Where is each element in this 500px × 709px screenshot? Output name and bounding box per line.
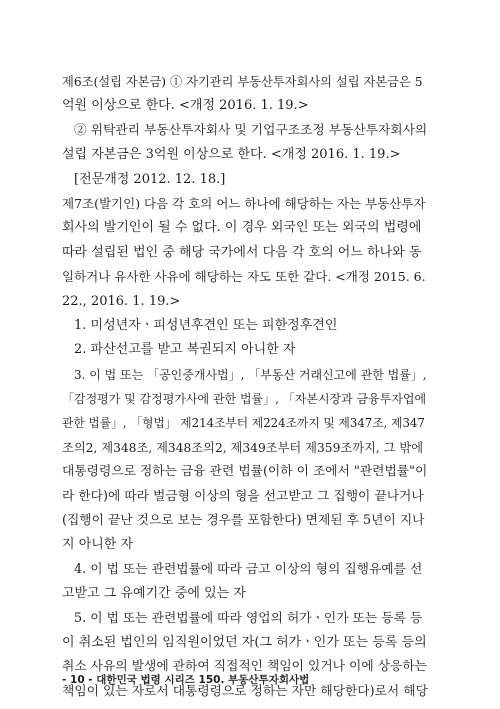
item-5-line: 이 취소된 법인의 임직원이었던 자(그 허가ㆍ인가 또는 등록 등의 [62,634,427,650]
page-footer: - 10 - 대한민국 법령 시리즈 150. 부동산투자회사법 [62,674,310,686]
revision-note: [전문개정 2012. 12. 18.] [74,171,226,187]
item-1: 1. 미성년자ㆍ피성년후견인 또는 피한정후견인 [74,317,338,333]
article-7-line: 회사의 발기인이 될 수 없다. 이 경우 외국인 또는 외국의 법령에 [62,220,422,236]
item-4-line: 고받고 그 유예기간 중에 있는 자 [62,586,246,602]
article-7-line: 따라 설립된 법인 중 해당 국가에서 다음 각 호의 어느 하나와 동 [62,244,422,260]
item-3-line: 지 아니한 자 [62,537,134,553]
article-6-para2-line: 설립 자본금은 3억원 이상으로 한다. <개정 2016. 1. 19.> [62,147,401,163]
item-3-line: 관한 법률」, 「형법」 제214조부터 제224조까지 및 제347조, 제347 [62,416,425,431]
article-6-para2-line: ② 위탁관리 부동산투자회사 및 기업구조조정 부동산투자회사의 [74,122,428,138]
article-6-line: 억원 이상으로 한다. <개정 2016. 1. 19.> [62,98,309,114]
item-3-line: 3. 이 법 또는 「공인중개사법」, 「부동산 거래신고에 관한 법률」, [74,367,427,382]
item-2: 2. 파산선고를 받고 복권되지 아니한 자 [74,342,296,358]
article-7-line: 일하거나 유사한 사유에 해당하는 자도 또한 같다. <개정 2015. 6. [62,269,426,285]
item-5-line: 5. 이 법 또는 관련법률에 따라 영업의 허가ㆍ인가 또는 등록 등 [74,610,423,626]
body-text [62,70,428,704]
article-7-line: 22., 2016. 1. 19.> [62,293,181,309]
item-5-line: 취소 사유의 발생에 관하여 직접적인 책임이 있거나 이에 상응하는 [62,659,427,675]
item-4-line: 4. 이 법 또는 관련법률에 따라 금고 이상의 형의 집행유예를 선 [74,561,423,577]
item-3-line: 대통령령으로 정하는 금융 관련 법률(이하 이 조에서 "관련법률"이 [62,464,428,480]
item-5-line: 책임이 있는 자로서 대통령령으로 정하는 자만 해당한다)로서 해당 [62,683,428,699]
article-7-line: 제7조(발기인) 다음 각 호의 어느 하나에 해당하는 자는 부동산투자 [62,195,426,211]
item-3-line: (집행이 끝난 것으로 보는 경우를 포함한다) 면제된 후 5년이 지나 [62,513,425,529]
item-3-line: 라 한다)에 따라 벌금형 이상의 형을 선고받고 그 집행이 끝나거나 [62,488,424,504]
item-3-line: 조의2, 제348조, 제348조의2, 제349조부터 제359조까지, 그 밖에 [62,440,424,455]
item-3-line: 「감정평가 및 감정평가사에 관한 법률」, 「자본시장과 금융투자업에 [62,392,427,407]
article-6-line: 제6조(설립 자본금) ① 자기관리 부동산투자회사의 설립 자본금은 5 [62,75,423,89]
